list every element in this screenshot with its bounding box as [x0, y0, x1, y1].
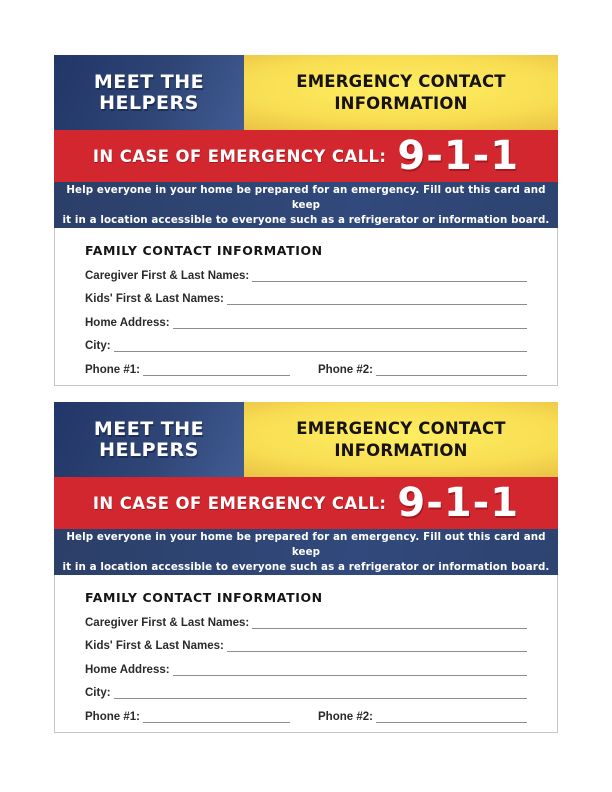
brand-title — [94, 72, 204, 114]
caregiver-names-label: Caregiver First & Last Names: — [85, 269, 250, 282]
title-block — [244, 402, 558, 477]
title-block — [244, 55, 558, 130]
home-address-fill-line — [173, 666, 527, 676]
card-title — [296, 71, 506, 115]
caregiver-names-fill-line — [252, 272, 527, 282]
caregiver-names-label: Caregiver First & Last Names: — [85, 616, 250, 629]
city-fill-line — [114, 689, 527, 699]
phone-1-fill-line — [143, 366, 290, 376]
field-phone-2 — [318, 365, 527, 376]
emergency-call-label: IN CASE OF EMERGENCY CALL: — [92, 146, 387, 166]
brand-title-line1: MEET THE — [93, 417, 205, 440]
field-row-city — [85, 341, 527, 352]
card-title-line1: EMERGENCY CONTACT — [296, 71, 506, 91]
home-address-label: Home Address: — [85, 316, 170, 329]
phone-row — [85, 712, 527, 723]
emergency-card-bottom — [54, 402, 558, 733]
brand-block — [54, 402, 244, 477]
kids-names-label: Kids' First & Last Names: — [85, 293, 224, 305]
emergency-number-911: 9-1-1 — [397, 133, 520, 179]
emergency-card-top — [54, 55, 558, 386]
form-heading: FAMILY CONTACT INFORMATION — [85, 243, 323, 258]
card-title — [296, 418, 506, 462]
card-title-line2: INFORMATION — [334, 440, 468, 460]
field-row-home-address — [85, 318, 527, 329]
instruction-line1: Help everyone in your home be prepared for an emergency. Fill out this card and keep — [66, 183, 546, 211]
kids-names-fill-line — [227, 642, 527, 652]
brand-title-line2: HELPERS — [99, 438, 199, 461]
family-contact-form — [54, 575, 558, 733]
field-phone-2 — [318, 712, 527, 723]
field-row-home-address — [85, 665, 527, 676]
phone-1-fill-line — [143, 713, 290, 723]
brand-block — [54, 55, 244, 130]
phone-2-fill-line — [376, 366, 527, 376]
field-phone-1 — [85, 712, 290, 723]
city-label: City: — [85, 687, 111, 699]
phone-2-label: Phone #2: — [318, 363, 373, 376]
field-row-caregiver-names — [85, 271, 527, 282]
card-header-row — [54, 55, 558, 130]
city-fill-line — [114, 342, 527, 352]
kids-names-fill-line — [227, 295, 527, 305]
card-title-line2: INFORMATION — [334, 93, 468, 113]
emergency-call-band — [54, 477, 558, 529]
brand-title-line2: HELPERS — [99, 91, 199, 114]
field-row-caregiver-names — [85, 618, 527, 629]
instruction-line2: it in a location accessible to everyone such as a refrigerator or information board. — [62, 213, 550, 226]
field-row-kids-names — [85, 641, 527, 652]
city-label: City: — [85, 340, 111, 352]
emergency-call-band — [54, 130, 558, 182]
phone-1-label: Phone #1: — [85, 363, 140, 376]
instruction-line1: Help everyone in your home be prepared for an emergency. Fill out this card and keep — [66, 530, 546, 558]
emergency-number-911: 9-1-1 — [397, 480, 520, 526]
caregiver-names-fill-line — [252, 619, 527, 629]
instruction-band — [54, 182, 558, 228]
phone-2-label: Phone #2: — [318, 710, 373, 723]
brand-title-line1: MEET THE — [93, 70, 205, 93]
home-address-label: Home Address: — [85, 663, 170, 676]
home-address-fill-line — [173, 319, 527, 329]
instruction-line2: it in a location accessible to everyone such as a refrigerator or information board. — [62, 560, 550, 573]
field-row-city — [85, 688, 527, 699]
field-row-kids-names — [85, 294, 527, 305]
phone-2-fill-line — [376, 713, 527, 723]
family-contact-form — [54, 228, 558, 386]
instruction-band — [54, 529, 558, 575]
card-title-line1: EMERGENCY CONTACT — [296, 418, 506, 438]
field-phone-1 — [85, 365, 290, 376]
phone-row — [85, 365, 527, 376]
phone-1-label: Phone #1: — [85, 710, 140, 723]
brand-title — [94, 419, 204, 461]
form-heading: FAMILY CONTACT INFORMATION — [85, 590, 323, 605]
kids-names-label: Kids' First & Last Names: — [85, 640, 224, 652]
emergency-call-label: IN CASE OF EMERGENCY CALL: — [92, 493, 387, 513]
card-header-row — [54, 402, 558, 477]
